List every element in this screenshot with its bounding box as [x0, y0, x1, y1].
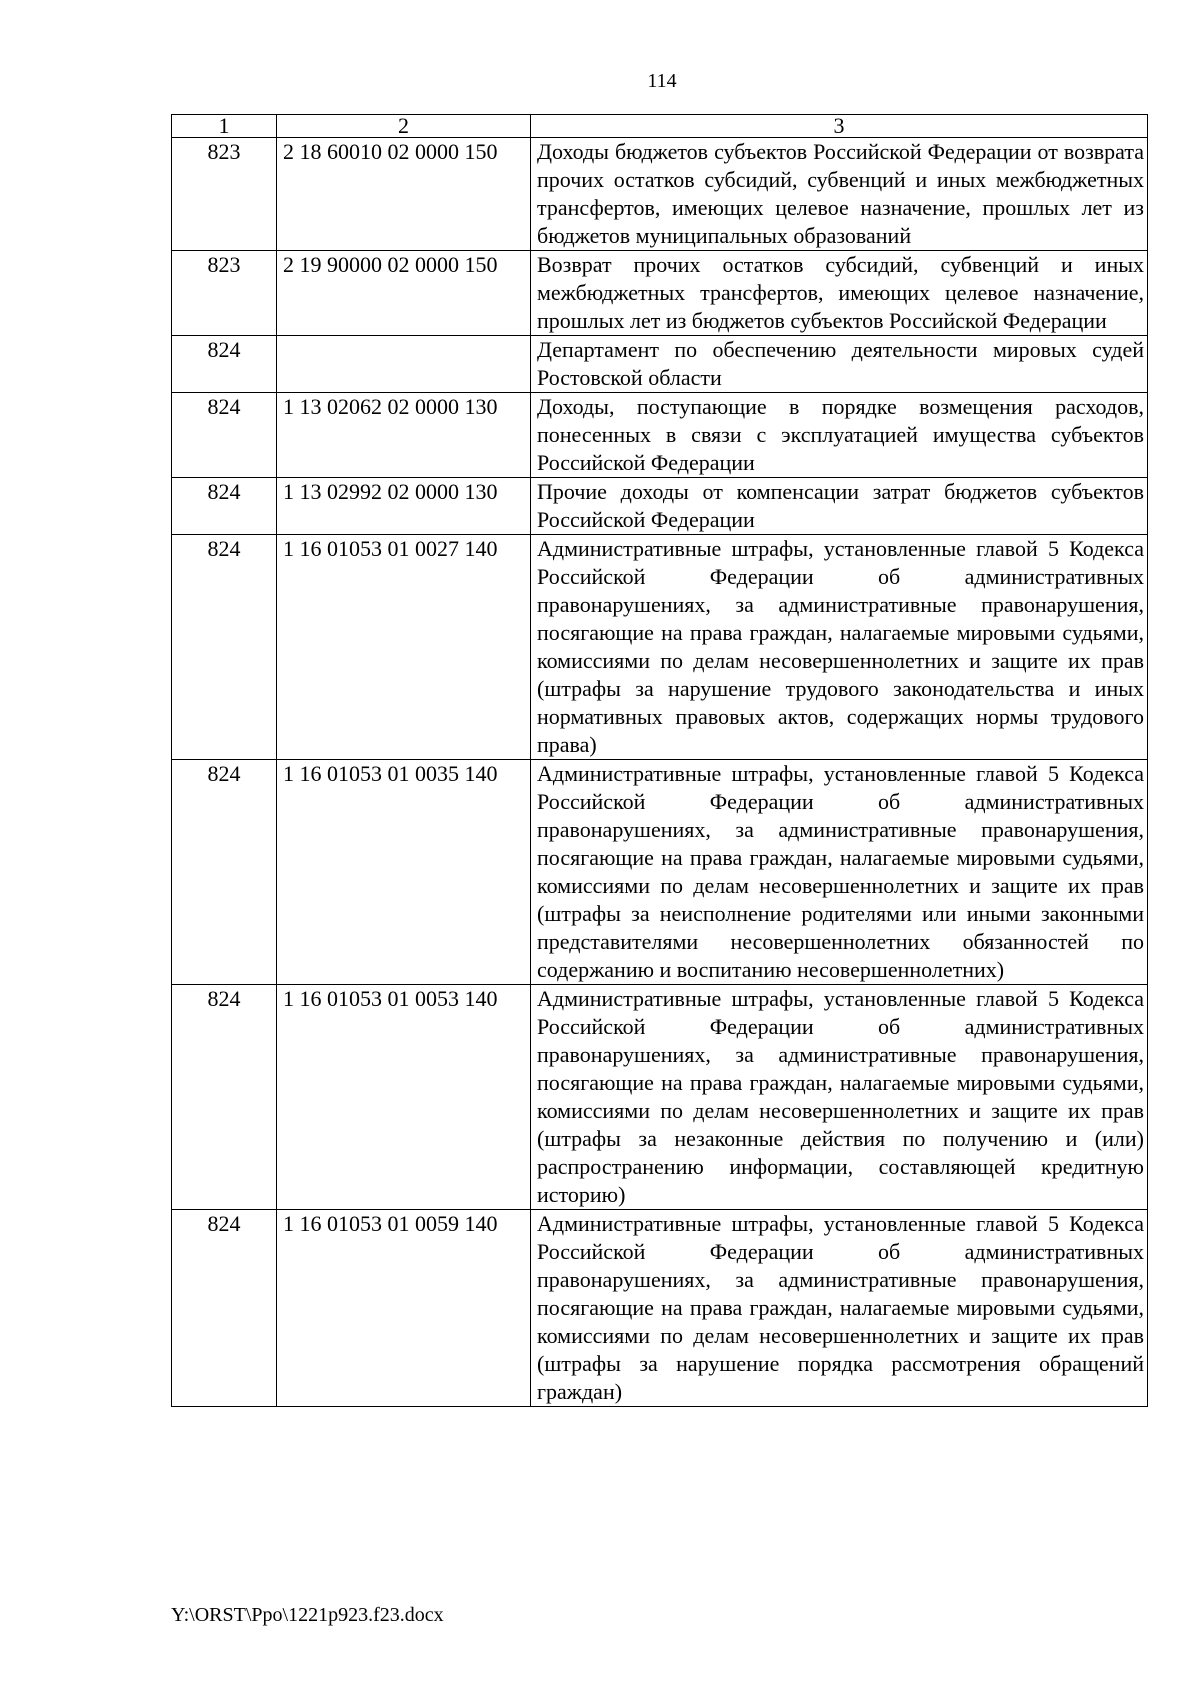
budget-code-cell: 1 16 01053 01 0059 140	[277, 1210, 531, 1407]
admin-code-cell: 823	[172, 251, 277, 336]
header-col-1: 1	[172, 115, 277, 138]
table-row	[172, 478, 1148, 535]
admin-code-cell: 824	[172, 535, 277, 760]
description-cell: Прочие доходы от компенсации затрат бюджетов субъектов Российской Федерации	[531, 478, 1148, 535]
table-row	[172, 760, 1148, 985]
table-row	[172, 393, 1148, 478]
table-row	[172, 336, 1148, 393]
budget-code-cell: 1 16 01053 01 0027 140	[277, 535, 531, 760]
budget-code-cell: 2 19 90000 02 0000 150	[277, 251, 531, 336]
table-row	[172, 985, 1148, 1210]
budget-code-cell: 2 18 60010 02 0000 150	[277, 138, 531, 251]
description-cell: Доходы, поступающие в порядке возмещения расходов, понесенных в связи с эксплуатацией имущества субъектов Российской Федерации	[531, 393, 1148, 478]
admin-code-cell: 824	[172, 1210, 277, 1407]
header-col-2: 2	[277, 115, 531, 138]
admin-code-cell: 823	[172, 138, 277, 251]
budget-code-cell: 1 16 01053 01 0053 140	[277, 985, 531, 1210]
admin-code-cell: 824	[172, 760, 277, 985]
table-row	[172, 138, 1148, 251]
admin-code-cell: 824	[172, 478, 277, 535]
admin-code-cell: 824	[172, 393, 277, 478]
description-cell: Департамент по обеспечению деятельности мировых судей Ростовской области	[531, 336, 1148, 393]
description-cell: Административные штрафы, установленные главой 5 Кодекса Российской Федерации об административных правонарушениях, за административные правонарушения, посягающие на права граждан, налагаемые мировыми судьями, комиссиями по делам несовершеннолетних и защите их прав (штрафы за нарушение трудового законодательства и иных нормативных правовых актов, содержащих нормы трудового права)	[531, 535, 1148, 760]
header-col-3: 3	[531, 115, 1148, 138]
budget-code-cell: 1 16 01053 01 0035 140	[277, 760, 531, 985]
revenue-codes-table	[171, 114, 1148, 1407]
table-header-row	[172, 115, 1148, 138]
table-row	[172, 535, 1148, 760]
footer-file-path: Y:\ORST\Ppo\1221p923.f23.docx	[171, 1604, 444, 1626]
table-row	[172, 1210, 1148, 1407]
description-cell: Доходы бюджетов субъектов Российской Федерации от возврата прочих остатков субсидий, субвенций и иных межбюджетных трансфертов, имеющих целевое назначение, прошлых лет из бюджетов муниципальных образований	[531, 138, 1148, 251]
description-cell: Административные штрафы, установленные главой 5 Кодекса Российской Федерации об административных правонарушениях, за административные правонарушения, посягающие на права граждан, налагаемые мировыми судьями, комиссиями по делам несовершеннолетних и защите их прав (штрафы за нарушение порядка рассмотрения обращений граждан)	[531, 1210, 1148, 1407]
budget-code-cell	[277, 336, 531, 393]
budget-code-cell: 1 13 02992 02 0000 130	[277, 478, 531, 535]
description-cell: Административные штрафы, установленные главой 5 Кодекса Российской Федерации об административных правонарушениях, за административные правонарушения, посягающие на права граждан, налагаемые мировыми судьями, комиссиями по делам несовершеннолетних и защите их прав (штрафы за неисполнение родителями или иными законными представителями несовершеннолетних обязанностей по содержанию и воспитанию несовершеннолетних)	[531, 760, 1148, 985]
description-cell: Возврат прочих остатков субсидий, субвенций и иных межбюджетных трансфертов, имеющих целевое назначение, прошлых лет из бюджетов субъектов Российской Федерации	[531, 251, 1148, 336]
table-row	[172, 251, 1148, 336]
admin-code-cell: 824	[172, 336, 277, 393]
page-number: 114	[647, 70, 677, 92]
admin-code-cell: 824	[172, 985, 277, 1210]
description-cell: Административные штрафы, установленные главой 5 Кодекса Российской Федерации об административных правонарушениях, за административные правонарушения, посягающие на права граждан, налагаемые мировыми судьями, комиссиями по делам несовершеннолетних и защите их прав (штрафы за незаконные действия по получению и (или) распространению информации, составляющей кредитную историю)	[531, 985, 1148, 1210]
budget-code-cell: 1 13 02062 02 0000 130	[277, 393, 531, 478]
